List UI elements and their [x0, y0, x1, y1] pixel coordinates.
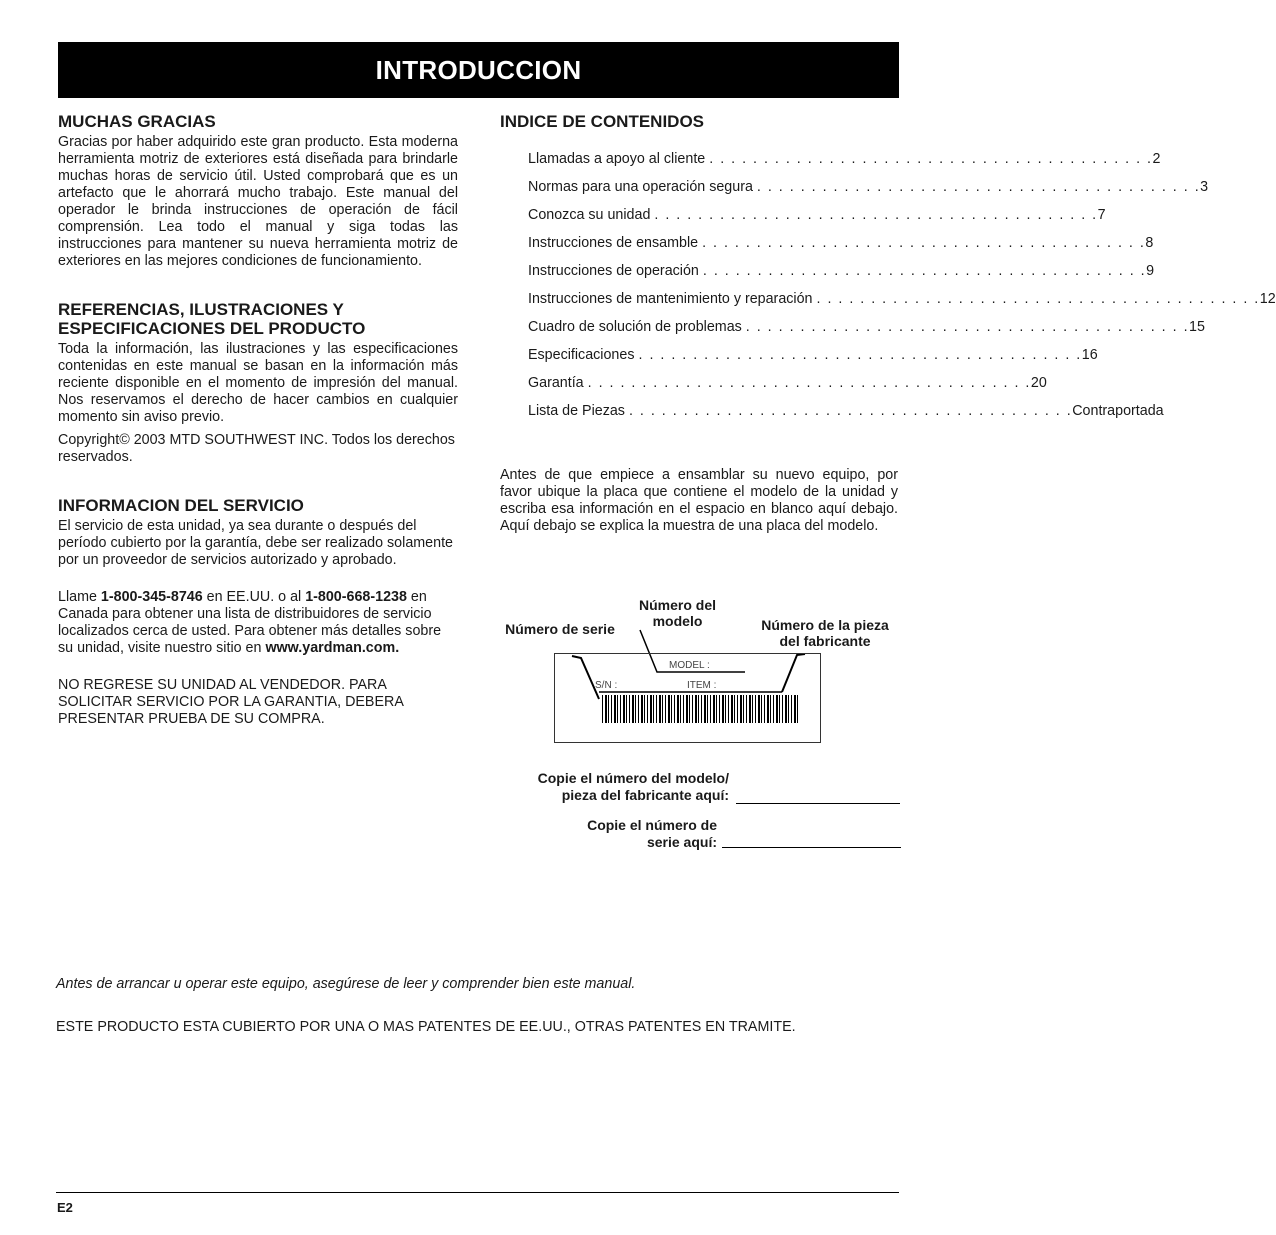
- toc-item: [528, 285, 1276, 313]
- references-heading: REFERENCIAS, ILUSTRACIONES Y ESPECIFICACIONES DEL PRODUCTO: [58, 300, 366, 338]
- left-column: [58, 112, 458, 728]
- page-number: E2: [57, 1200, 73, 1215]
- call-suffix: en Canada para obtener una lista de distribuidores de servicio localizados cerca de usted. Para obtener más detalles sobre su unidad, visite nuestro sitio en: [58, 589, 442, 656]
- toc-item-title: Conozca su unidad: [528, 207, 651, 223]
- read-manual-notice: Antes de arrancar u operar este equipo, asegúrese de leer y comprender bien este manual.: [56, 976, 636, 992]
- website-link: www.yardman.com.: [265, 640, 400, 656]
- serial-entry-line[interactable]: [722, 847, 901, 848]
- title-banner: [58, 42, 899, 98]
- toc-item-title: Instrucciones de ensamble: [528, 235, 699, 251]
- toc-item-page: 2: [1152, 151, 1161, 167]
- copy-serial-label: Copie el número de serie aquí:: [587, 817, 717, 850]
- toc-item-page: 8: [1145, 235, 1154, 251]
- plate-model-field: MODEL :: [669, 660, 710, 671]
- model-plate: [554, 653, 821, 743]
- model-entry-line[interactable]: [736, 803, 900, 804]
- references-section: [58, 300, 458, 466]
- copyright-text: Copyright© 2003 MTD SOUTHWEST INC. Todos los derechos reservados.: [58, 432, 455, 465]
- service-section: [58, 496, 458, 728]
- thanks-section: [58, 112, 458, 270]
- toc-leader: . . . . . . . . . . . . . . . . . . . . . . . . . . . . . . . . . . . . . . . . .: [654, 207, 1098, 223]
- thanks-text: Gracias por haber adquirido este gran producto. Esta moderna herramienta motriz de exteriores está diseñada para brindarle muchas horas de servicio útil. Usted comprobará que es un artefacto que le ahorrará mucho trabajo. Este manual del operador le brinda instrucciones de operación de fácil comprensión. Lea todo el manual y siga todas las instrucciones para mantener su nueva herramienta motriz de exteriores en las mejores condiciones de funcionamiento.: [58, 134, 458, 269]
- toc-item: [528, 173, 1209, 201]
- barcode-image: [602, 695, 800, 723]
- toc-item-title: Normas para una operación segura: [528, 179, 753, 195]
- plate-item-field: ITEM :: [687, 680, 717, 691]
- model-plate-intro: Antes de que empiece a ensamblar su nuevo equipo, por favor ubique la placa que contiene el modelo de la unidad y escriba esa información en el espacio en blanco aquí debajo. Aquí debajo se explica la muestra de una placa del modelo.: [500, 467, 898, 534]
- thanks-heading: MUCHAS GRACIAS: [58, 112, 216, 131]
- page-title: INTRODUCCION: [375, 54, 582, 85]
- service-text: El servicio de esta unidad, ya sea durante o después del período cubierto por la garantía, debe ser realizado solamente por un proveedor de servicios autorizado y aprobado.: [58, 518, 454, 568]
- toc-item-page: 12: [1259, 291, 1276, 307]
- call-prefix: Llame: [58, 589, 101, 605]
- toc-item-page: 9: [1146, 263, 1155, 279]
- patent-notice: ESTE PRODUCTO ESTA CUBIERTO POR UNA O MAS PATENTES DE EE.UU., OTRAS PATENTES EN TRAMITE.: [56, 1019, 796, 1035]
- toc-item-page: 20: [1030, 375, 1047, 391]
- toc-item-page: 7: [1097, 207, 1106, 223]
- model-number-label: Número del modelo: [638, 597, 716, 629]
- toc-item-page: Contraportada: [1072, 403, 1164, 419]
- toc-item-title: Instrucciones de mantenimiento y reparación: [528, 291, 813, 307]
- toc-list: [528, 145, 1276, 425]
- service-heading: INFORMACION DEL SERVICIO: [58, 496, 304, 515]
- copy-model-label: Copie el número del modelo/ pieza del fabricante aquí:: [537, 770, 729, 803]
- toc-item-title: Cuadro de solución de problemas: [528, 319, 742, 335]
- toc-item: [528, 257, 1155, 285]
- toc-item: [528, 229, 1154, 257]
- toc-item-page: 15: [1189, 319, 1205, 335]
- toc-leader: . . . . . . . . . . . . . . . . . . . . . . . . . . . . . . . . . . . . . . . . .: [745, 319, 1190, 335]
- toc-leader: . . . . . . . . . . . . . . . . . . . . . . . . . . . . . . . . . . . . . . . . .: [587, 375, 1031, 391]
- phone-us: 1-800-345-8746: [100, 589, 203, 605]
- references-text: Toda la información, las ilustraciones y las especificaciones contenidas en este manual se basan en la información más reciente disponible en el momento de impresión del manual. Nos reservamos el derecho de hacer cambios en cualquier momento sin aviso previo.: [58, 341, 458, 425]
- toc-item-title: Llamadas a apoyo al cliente: [528, 151, 706, 167]
- toc-item-page: 16: [1081, 347, 1098, 363]
- toc-item-page: 3: [1200, 179, 1209, 195]
- call-mid: en EE.UU. o al: [202, 589, 306, 605]
- toc-heading: INDICE DE CONTENIDOS: [500, 112, 705, 131]
- toc-item: [528, 369, 1047, 397]
- toc-item: [528, 201, 1106, 229]
- toc-leader: . . . . . . . . . . . . . . . . . . . . . . . . . . . . . . . . . . . . . . . . .: [816, 291, 1260, 307]
- phone-canada: 1-800-668-1238: [305, 589, 407, 605]
- toc-leader: . . . . . . . . . . . . . . . . . . . . . . . . . . . . . . . . . . . . . . . . .: [702, 235, 1146, 251]
- toc-item-title: Lista de Piezas: [528, 403, 625, 419]
- toc-leader: . . . . . . . . . . . . . . . . . . . . . . . . . . . . . . . . . . . . . . . . .: [638, 347, 1082, 363]
- toc-leader: . . . . . . . . . . . . . . . . . . . . . . . . . . . . . . . . . . . . . . . . .: [628, 403, 1073, 419]
- toc-leader: . . . . . . . . . . . . . . . . . . . . . . . . . . . . . . . . . . . . . . . . .: [709, 151, 1153, 167]
- part-number-label: Número de la pieza del fabricante: [761, 617, 889, 649]
- toc-section: [500, 112, 1276, 425]
- serial-number-label: Número de serie: [505, 621, 615, 637]
- return-warning: NO REGRESE SU UNIDAD AL VENDEDOR. PARA SOLICITAR SERVICIO POR LA GARANTIA, DEBERA PRESENTAR PRUEBA DE SU COMPRA.: [58, 677, 404, 727]
- model-plate-diagram: [495, 590, 905, 860]
- toc-leader: . . . . . . . . . . . . . . . . . . . . . . . . . . . . . . . . . . . . . . . . .: [702, 263, 1147, 279]
- toc-item: [528, 313, 1205, 341]
- toc-item-title: Garantía: [528, 375, 584, 391]
- toc-item: [528, 341, 1098, 369]
- toc-item: [528, 397, 1164, 425]
- toc-item: [528, 145, 1161, 173]
- toc-leader: . . . . . . . . . . . . . . . . . . . . . . . . . . . . . . . . . . . . . . . . .: [756, 179, 1201, 195]
- service-call-text: [58, 589, 458, 657]
- plate-sn-field: S/N :: [595, 680, 618, 691]
- footer-rule: [56, 1192, 899, 1193]
- toc-item-title: Instrucciones de operación: [528, 263, 699, 279]
- toc-item-title: Especificaciones: [528, 347, 635, 363]
